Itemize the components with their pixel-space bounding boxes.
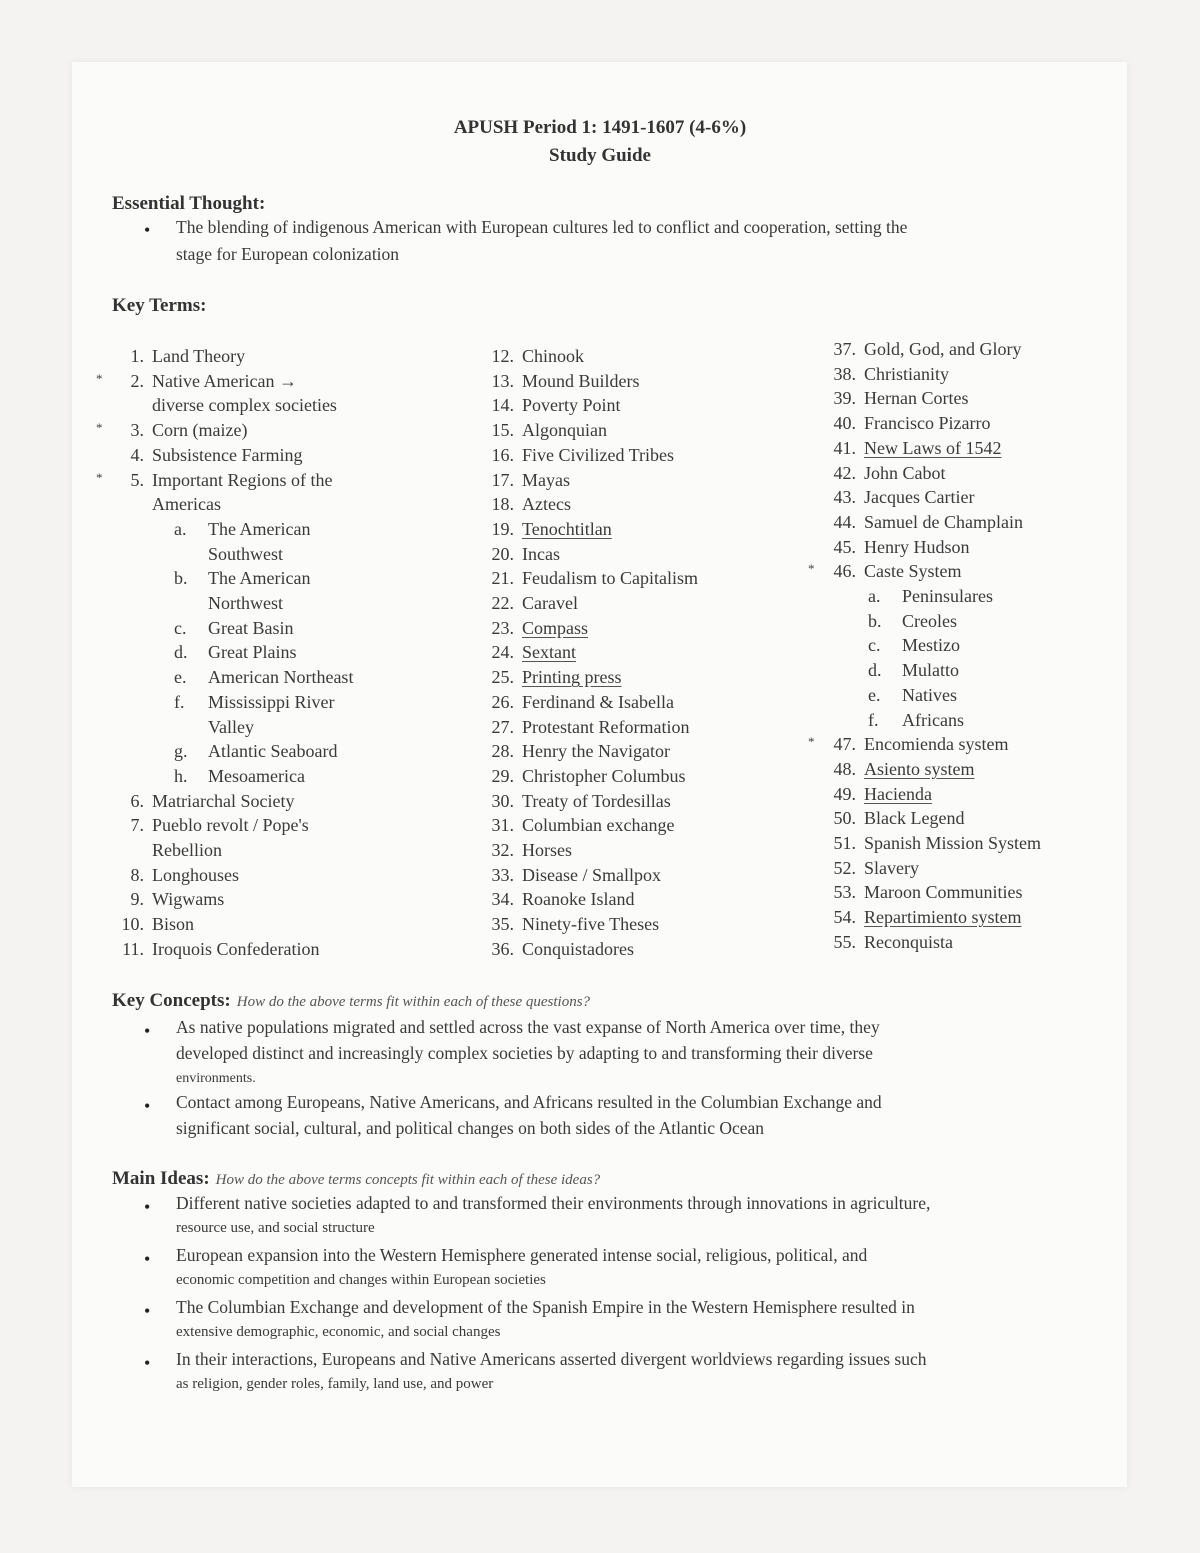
term-item: 28. Henry the Navigator <box>491 741 670 762</box>
term-item: 27. Protestant Reformation <box>491 716 690 737</box>
term-item: 36. Conquistadores <box>491 938 634 959</box>
main-idea-bullet-4: In their interactions, Europeans and Native Americans asserted divergent worldviews regarding issues such as religion, gender roles, family, land use, and power <box>176 1349 927 1392</box>
region-item: d. Great Plains <box>174 642 297 663</box>
term-item: 17. Mayas <box>491 469 570 490</box>
star-mark-icon: * <box>96 370 103 386</box>
term-item: 20. Incas <box>491 543 560 564</box>
caste-item: d. Mulatto <box>868 660 959 681</box>
page-title: APUSH Period 1: 1491-1607 (4-6%) <box>453 117 747 138</box>
key-concepts-question: How do the above terms fit within each of these questions? <box>236 994 591 1010</box>
term-item: 21. Feudalism to Capitalism <box>491 568 698 589</box>
caste-item: b. Creoles <box>868 610 957 631</box>
term-item: 10. Bison <box>121 914 195 935</box>
key-concepts-heading: Key Concepts: <box>112 990 231 1011</box>
term-item: 35. Ninety-five Theses <box>491 914 660 935</box>
term-item: 45. Henry Hudson <box>833 536 970 557</box>
bullet-icon: • <box>144 1021 151 1041</box>
star-mark-icon: * <box>96 420 103 436</box>
bullet-icon: • <box>144 1353 151 1373</box>
term-item: 13. Mound Builders <box>491 370 640 391</box>
main-idea-bullet-3: The Columbian Exchange and development of the Spanish Empire in the Western Hemisphere resulted in extensive demographic, economic, and social changes <box>176 1297 915 1340</box>
star-mark-icon: * <box>808 734 815 750</box>
term-item: 30. Treaty of Tordesillas <box>491 790 671 811</box>
main-idea-bullet-2: European expansion into the Western Hemisphere generated intense social, religious, political, and economic competition and changes within European societies <box>176 1245 868 1288</box>
region-item: e. American Northeast <box>174 667 354 688</box>
term-item: * 46. Caste System <box>822 559 1122 584</box>
main-ideas-heading: Main Ideas: <box>112 1168 210 1189</box>
term-item: 9. Wigwams <box>130 889 225 910</box>
term-item: 42. John Cabot <box>833 462 946 483</box>
caste-item: f. Africans <box>868 709 964 730</box>
term-item: 19. Tenochtitlan <box>491 518 612 539</box>
term-item: 40. Francisco Pizarro <box>833 413 991 434</box>
term-item: 23. Compass <box>491 617 589 638</box>
region-item: c. Great Basin <box>174 617 294 638</box>
term-item: 1. Land Theory <box>130 346 246 366</box>
term-item: * 2. Native American → <box>110 369 430 394</box>
term-item: 38. Christianity <box>833 363 949 384</box>
term-item: * 3. Corn (maize) <box>110 418 430 443</box>
bullet-icon: • <box>144 1249 151 1269</box>
term-item: 51. Spanish Mission System <box>833 833 1042 854</box>
term-item: 16. Five Civilized Tribes <box>491 444 675 465</box>
term-item: 52. Slavery <box>833 857 919 878</box>
term-item: 44. Samuel de Champlain <box>833 511 1023 532</box>
term-item: 11. Iroquois Confederation <box>122 938 320 959</box>
key-concepts-header <box>112 990 590 1012</box>
key-terms-column-3 <box>808 337 1122 955</box>
term-item: * 47. Encomienda system <box>822 732 1122 757</box>
key-concept-bullet-2: Contact among Europeans, Native Americans, and Africans resulted in the Columbian Exchange and significant social, cultural, and political changes on both sides of the Atlantic Ocean <box>176 1092 882 1138</box>
region-item: h. Mesoamerica <box>174 765 305 786</box>
term-item: 26. Ferdinand & Isabella <box>491 691 674 712</box>
term-item: 12. Chinook <box>491 346 585 366</box>
region-item: a. The American <box>174 518 311 539</box>
term-item: 54. Repartimiento system <box>833 907 1022 928</box>
term-item: 14. Poverty Point <box>491 395 621 416</box>
term-item: 48. Asiento system <box>833 758 975 779</box>
essential-thought-heading: Essential Thought: <box>112 193 266 214</box>
term-item: 6. Matriarchal Society <box>130 790 295 811</box>
term-item: 4. Subsistence Farming <box>130 444 303 465</box>
term-item: 49. Hacienda <box>833 783 932 804</box>
term-item: 8. Longhouses <box>130 864 239 885</box>
key-terms-column-1: 1. Land Theory * 2. Native American → diverse complex societies * 3. Corn (maize) 4. Subsistence Farming * 5. Important Regions of the Americas a. The American Southwest b. The American Northwest c. Great Basin d. Great Plains e. American Northeast f. Mississippi River Valley g. Atlantic Seaboard h. Mesoamerica 6. Matriarchal Society 7. Pueblo revolt / Pope's Rebellion 8. Longhouses 9. Wigwams 10. Bison 11. Iroquois Confederation <box>110 344 430 962</box>
caste-item: e. Natives <box>868 684 957 705</box>
term-item: 37. Gold, God, and Glory <box>833 339 1022 359</box>
key-concept-bullet-1: As native populations migrated and settled across the vast expanse of North America over time, they developed distinct and increasingly complex societies by adapting to and transforming their diverse environments. <box>176 1017 880 1086</box>
page-subtitle: Study Guide <box>549 145 651 166</box>
term-item: 31. Columbian exchange <box>491 815 675 836</box>
term-item: 33. Disease / Smallpox <box>491 864 661 885</box>
essential-thought-bullet: The blending of indigenous American with European cultures led to conflict and cooperation, setting the stage for European colonization <box>176 217 908 264</box>
term-item: 32. Horses <box>491 840 572 861</box>
term-item: 25. Printing press <box>491 667 622 688</box>
bullet-icon: • <box>144 1301 151 1321</box>
term-item: 55. Reconquista <box>833 931 953 952</box>
main-ideas-header <box>112 1168 600 1190</box>
bullet-icon: • <box>144 1096 151 1116</box>
term-item: 18. Aztecs <box>491 494 571 515</box>
main-idea-bullet-1: Different native societies adapted to and transformed their environments through innovations in agriculture, resource use, and social structure <box>176 1193 931 1236</box>
term-item: 34. Roanoke Island <box>491 889 635 910</box>
star-mark-icon: * <box>96 469 103 485</box>
term-item: 15. Algonquian <box>491 420 607 441</box>
term-item: 50. Black Legend <box>833 808 965 829</box>
term-item: 41. New Laws of 1542 <box>833 437 1002 458</box>
region-item: f. Mississippi River <box>174 691 335 712</box>
caste-item: a. Peninsulares <box>868 586 993 607</box>
key-terms-heading: Key Terms: <box>112 295 207 316</box>
region-item: b. The American <box>174 568 311 589</box>
term-item: 24. Sextant <box>491 642 576 663</box>
star-mark-icon: * <box>808 561 815 577</box>
term-item: * 5. Important Regions of the <box>110 468 430 493</box>
term-item: 43. Jacques Cartier <box>833 487 975 508</box>
term-item: 39. Hernan Cortes <box>833 388 969 409</box>
caste-item: c. Mestizo <box>868 635 960 656</box>
term-item: 53. Maroon Communities <box>833 882 1023 903</box>
key-terms-column-2 <box>480 344 780 962</box>
bullet-icon: • <box>144 1197 151 1217</box>
bullet-icon: • <box>144 220 151 240</box>
term-item: 29. Christopher Columbus <box>491 765 686 786</box>
term-item: 7. Pueblo revolt / Pope's <box>130 815 309 836</box>
term-item: 22. Caravel <box>491 593 578 614</box>
region-item: g. Atlantic Seaboard <box>174 741 338 762</box>
main-ideas-question: How do the above terms concepts fit within each of these ideas? <box>215 1172 601 1188</box>
